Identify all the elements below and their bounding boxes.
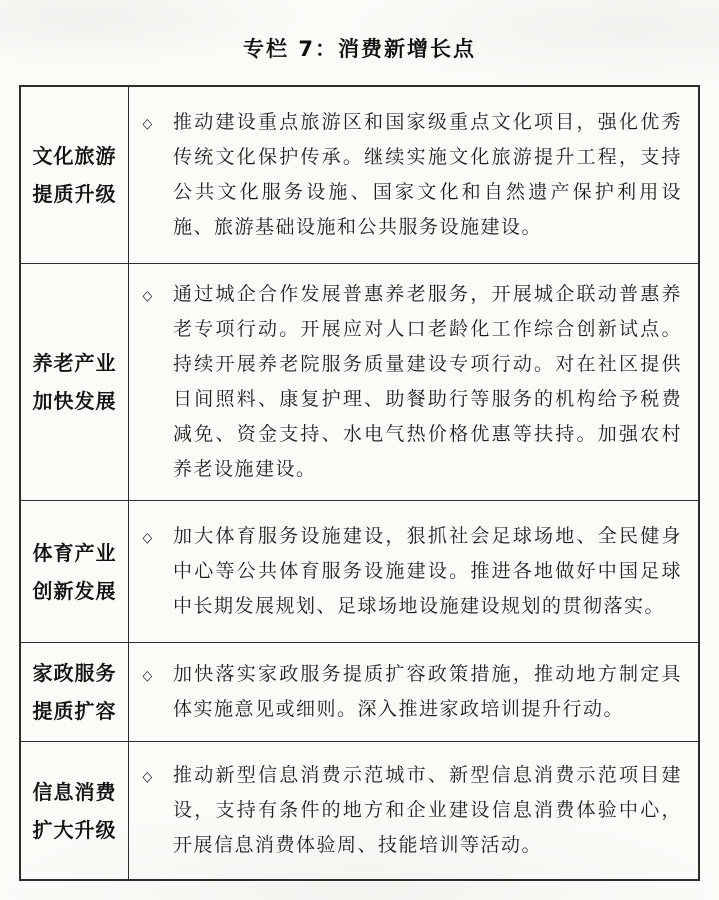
table-row [21,742,698,879]
row-label-line: 体育产业 [32,540,117,565]
row-content-cell [129,87,698,263]
row-label [21,87,129,263]
row-label [21,264,129,500]
row-text: 通过城企合作发展普惠养老服务，开展城企联动普惠养老专项行动。开展应对人口老龄化工作综合创新试点。持续开展养老院服务质量建设专项行动。对在社区提供日间照料、康复护理、助餐助行等服务的机构给予税费减免、资金支持、水电气热价格优惠等扶持。加强农村养老设施建设。 [173,283,682,480]
page-title: 专栏 7：消费新增长点 [243,37,476,61]
table-row [21,501,698,643]
diamond-bullet-icon: ◇ [142,530,153,546]
row-label [21,742,129,879]
row-content-cell [129,264,698,500]
document-table [19,85,700,881]
row-paragraph [142,657,682,727]
row-text: 推动建设重点旅游区和国家级重点文化项目，强化优秀传统文化保护传承。继续实施文化旅游提升工程，支持公共文化服务设施、国家文化和自然遗产保护利用设施、旅游基础设施和公共服务设施建设。 [173,111,682,238]
row-text: 加大体育服务设施建设，狠抓社会足球场地、全民健身中心等公共体育服务设施建设。推进各地做好中国足球中长期发展规划、足球场地设施建设规划的贯彻落实。 [173,525,682,617]
row-paragraph [142,519,682,624]
row-label-line: 扩大升级 [32,817,117,842]
row-label-line: 养老产业 [32,351,117,375]
row-label-line: 创新发展 [32,578,117,603]
row-text: 推动新型信息消费示范城市、新型信息消费示范项目建设，支持有条件的地方和企业建设信息消费体验中心，开展信息消费体验周、技能培训等活动。 [173,764,682,856]
diamond-bullet-icon: ◇ [142,116,153,132]
row-paragraph [142,105,682,245]
row-label-line: 家政服务 [32,661,117,685]
row-content-cell [129,643,698,741]
row-paragraph [142,277,682,487]
row-label [21,501,129,642]
diamond-bullet-icon: ◇ [142,288,153,304]
table-row [21,87,698,264]
diamond-bullet-icon: ◇ [142,668,153,684]
row-content-cell [129,742,698,879]
row-paragraph [142,758,682,863]
table-row [21,264,698,501]
row-content-cell [129,501,698,642]
row-label-line: 文化旅游 [32,144,117,168]
row-label-line: 提质升级 [32,182,117,206]
diamond-bullet-icon: ◇ [142,769,153,785]
row-label-line: 加快发展 [32,389,117,413]
row-label-line: 提质扩容 [32,699,117,723]
row-text: 加快落实家政服务提质扩容政策措施，推动地方制定具体实施意见或细则。深入推进家政培训提升行动。 [173,663,682,720]
row-label-line: 信息消费 [32,779,117,804]
table-row [21,643,698,742]
row-label [21,643,129,741]
